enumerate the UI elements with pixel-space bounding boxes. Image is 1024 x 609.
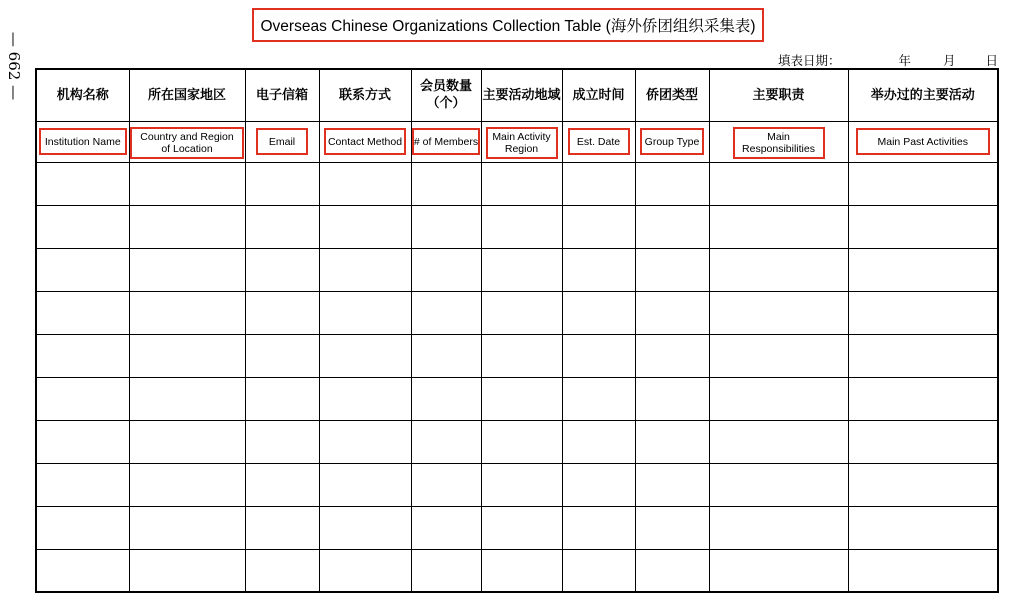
header-members: 会员数量（个） <box>411 69 481 121</box>
entry-cell[interactable] <box>245 377 319 420</box>
header-row-english <box>36 121 998 162</box>
header-institution-name: 机构名称 <box>36 69 129 121</box>
entry-cell[interactable] <box>411 291 481 334</box>
entry-cell[interactable] <box>635 291 709 334</box>
label-past-activities: Main Past Activities <box>856 128 990 155</box>
entry-cell[interactable] <box>36 162 129 205</box>
entry-cell[interactable] <box>481 549 562 592</box>
entry-cell[interactable] <box>848 334 998 377</box>
entry-cell[interactable] <box>319 506 411 549</box>
entry-cell[interactable] <box>481 463 562 506</box>
entry-cell[interactable] <box>481 334 562 377</box>
entry-cell[interactable] <box>848 506 998 549</box>
entry-cell[interactable] <box>848 205 998 248</box>
entry-cell[interactable] <box>562 377 635 420</box>
entry-cell[interactable] <box>411 463 481 506</box>
label-country-region: Country and Region of Location <box>130 127 244 159</box>
header-group-type: 侨团类型 <box>635 69 709 121</box>
entry-cell[interactable] <box>709 549 848 592</box>
entry-cell[interactable] <box>562 162 635 205</box>
fill-date-label: 填表日期： <box>777 53 841 68</box>
entry-cell[interactable] <box>481 248 562 291</box>
entry-cell[interactable] <box>245 162 319 205</box>
entry-cell[interactable] <box>848 291 998 334</box>
fill-date-line <box>778 51 998 69</box>
entry-cell[interactable] <box>709 162 848 205</box>
entry-cell[interactable] <box>245 506 319 549</box>
entry-cell[interactable] <box>319 463 411 506</box>
entry-cell[interactable] <box>411 334 481 377</box>
month-label: 月 <box>942 53 956 68</box>
entry-cell[interactable] <box>848 162 998 205</box>
entry-cell[interactable] <box>635 506 709 549</box>
label-est-date: Est. Date <box>568 128 630 155</box>
header-contact-method: 联系方式 <box>319 69 411 121</box>
table-row <box>36 463 998 506</box>
entry-cell[interactable] <box>36 291 129 334</box>
entry-cell[interactable] <box>848 248 998 291</box>
entry-cell[interactable] <box>481 162 562 205</box>
entry-cell[interactable] <box>36 506 129 549</box>
header-row-chinese <box>36 69 998 121</box>
entry-cell[interactable] <box>709 291 848 334</box>
day-label: 日 <box>985 53 998 68</box>
table-row <box>36 549 998 592</box>
entry-cell[interactable] <box>36 463 129 506</box>
entry-cell[interactable] <box>129 420 245 463</box>
entry-cell[interactable] <box>562 420 635 463</box>
entry-cell[interactable] <box>129 377 245 420</box>
entry-cell[interactable] <box>709 506 848 549</box>
entry-cell[interactable] <box>129 248 245 291</box>
page-number: — 662 — <box>5 31 24 101</box>
entry-cell[interactable] <box>245 334 319 377</box>
label-institution-name: Institution Name <box>39 128 127 155</box>
entry-cell[interactable] <box>36 248 129 291</box>
label-group-type: Group Type <box>640 128 704 155</box>
entry-cell[interactable] <box>635 205 709 248</box>
entry-cell[interactable] <box>129 463 245 506</box>
table-title: Overseas Chinese Organizations Collection Table (海外侨团组织采集表) <box>252 8 764 42</box>
header-email: 电子信箱 <box>245 69 319 121</box>
table-row <box>36 334 998 377</box>
entry-cell[interactable] <box>635 334 709 377</box>
collection-table <box>35 68 999 593</box>
entry-cell[interactable] <box>709 463 848 506</box>
entry-cell[interactable] <box>481 377 562 420</box>
label-activity-region: Main Activity Region <box>486 127 558 159</box>
table-row <box>36 162 998 205</box>
table-row <box>36 377 998 420</box>
entry-cell[interactable] <box>562 248 635 291</box>
entry-cell[interactable] <box>129 162 245 205</box>
entry-cell[interactable] <box>245 463 319 506</box>
entry-cell[interactable] <box>129 549 245 592</box>
entry-cell[interactable] <box>709 205 848 248</box>
entry-cell[interactable] <box>562 463 635 506</box>
entry-cell[interactable] <box>562 506 635 549</box>
entry-cell[interactable] <box>848 463 998 506</box>
entry-cell[interactable] <box>481 205 562 248</box>
entry-cell[interactable] <box>481 506 562 549</box>
entry-cell[interactable] <box>319 377 411 420</box>
entry-cell[interactable] <box>411 549 481 592</box>
entry-cell[interactable] <box>411 162 481 205</box>
entry-cell[interactable] <box>36 205 129 248</box>
entry-cell[interactable] <box>635 420 709 463</box>
entry-cell[interactable] <box>562 205 635 248</box>
entry-cell[interactable] <box>411 420 481 463</box>
entry-cell[interactable] <box>848 377 998 420</box>
table-row <box>36 506 998 549</box>
entry-cell[interactable] <box>245 420 319 463</box>
entry-cell[interactable] <box>245 291 319 334</box>
entry-cell[interactable] <box>129 291 245 334</box>
entry-cell[interactable] <box>635 549 709 592</box>
entry-cell[interactable] <box>635 248 709 291</box>
entry-cell[interactable] <box>319 248 411 291</box>
entry-cell[interactable] <box>411 248 481 291</box>
table-row <box>36 420 998 463</box>
entry-cell[interactable] <box>245 205 319 248</box>
table-row <box>36 205 998 248</box>
label-members: # of Members <box>412 128 480 155</box>
entry-cell[interactable] <box>245 549 319 592</box>
entry-cell[interactable] <box>319 205 411 248</box>
entry-cell[interactable] <box>411 377 481 420</box>
entry-cell[interactable] <box>319 549 411 592</box>
header-past-activities: 举办过的主要活动 <box>848 69 998 121</box>
entry-cell[interactable] <box>319 162 411 205</box>
label-email: Email <box>256 128 308 155</box>
entry-cell[interactable] <box>319 291 411 334</box>
entry-cell[interactable] <box>562 549 635 592</box>
entry-cell[interactable] <box>411 506 481 549</box>
entry-cell[interactable] <box>709 377 848 420</box>
entry-cell[interactable] <box>36 549 129 592</box>
header-responsibilities: 主要职责 <box>709 69 848 121</box>
entry-cell[interactable] <box>481 420 562 463</box>
header-activity-region: 主要活动地域 <box>481 69 562 121</box>
header-country-region: 所在国家地区 <box>129 69 245 121</box>
entry-cell[interactable] <box>635 377 709 420</box>
table-row <box>36 248 998 291</box>
entry-cell[interactable] <box>411 205 481 248</box>
entry-cell[interactable] <box>848 420 998 463</box>
entry-cell[interactable] <box>562 334 635 377</box>
entry-cell[interactable] <box>481 291 562 334</box>
entry-cell[interactable] <box>245 248 319 291</box>
entry-cell[interactable] <box>709 420 848 463</box>
header-est-date: 成立时间 <box>562 69 635 121</box>
entry-cell[interactable] <box>319 334 411 377</box>
entry-cell[interactable] <box>848 549 998 592</box>
entry-cell[interactable] <box>319 420 411 463</box>
label-responsibilities: Main Responsibilities <box>733 127 825 159</box>
entry-cell[interactable] <box>36 420 129 463</box>
entry-cell[interactable] <box>562 291 635 334</box>
entry-cell[interactable] <box>129 205 245 248</box>
year-label: 年 <box>898 53 911 68</box>
entry-cell[interactable] <box>635 162 709 205</box>
entry-cell[interactable] <box>36 377 129 420</box>
entry-cell[interactable] <box>635 463 709 506</box>
table-row <box>36 291 998 334</box>
label-contact-method: Contact Method <box>324 128 406 155</box>
entry-cell[interactable] <box>709 248 848 291</box>
entry-cell[interactable] <box>36 334 129 377</box>
entry-cell[interactable] <box>129 334 245 377</box>
entry-cell[interactable] <box>129 506 245 549</box>
entry-cell[interactable] <box>709 334 848 377</box>
